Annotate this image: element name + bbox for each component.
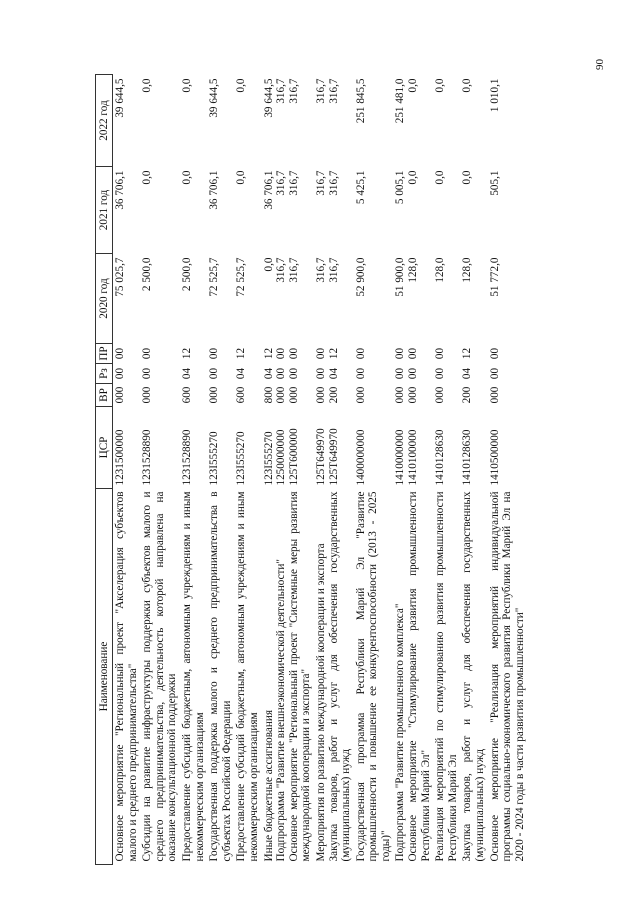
table-row — [460, 75, 487, 865]
budget-table — [95, 74, 527, 865]
table-row — [488, 75, 528, 865]
row-rz: 04 — [461, 367, 474, 380]
table-row — [140, 75, 180, 865]
row-pr: 12 — [180, 347, 193, 360]
row-2021: 316,7 316,7 — [314, 170, 340, 196]
table-row — [354, 75, 394, 865]
row-2022: 0,0 — [180, 78, 193, 93]
row-2022: 316,7 316,7 — [314, 78, 340, 104]
table-row — [113, 75, 141, 865]
row-vr: 000 — [114, 386, 126, 404]
header-2021: 2021 год — [96, 167, 113, 254]
row-2021: 0,0 — [141, 170, 154, 185]
row-2020: 2 500,0 — [180, 257, 193, 292]
row-name: Реализация мероприятий по стимулированию развития промышленности Республики Марий Эл — [434, 491, 459, 862]
row-2020: 51 772,0 — [488, 257, 501, 297]
table-row — [393, 75, 433, 865]
row-2021: 0,0 — [434, 170, 447, 185]
row-csr: 1231500000 — [114, 429, 126, 486]
row-rz: 00 — [114, 367, 126, 380]
row-rz: 04 00 00 — [262, 367, 300, 380]
header-pr: ПР — [96, 344, 113, 364]
header-rz: Рз — [96, 364, 113, 384]
row-2022: 39 644,5 — [114, 78, 126, 118]
row-2020: 75 025,7 — [114, 257, 126, 297]
rotated-table-container — [95, 75, 615, 865]
row-2021: 5 425,1 — [354, 170, 367, 205]
row-pr: 00 12 — [314, 347, 340, 360]
row-csr: 1410128630 — [434, 429, 447, 486]
row-name: Государственная программа Республики Марий Эл "Развитие промышленности и повышение ее конкурентоспособности (2013 - 2025 годы)" — [354, 491, 392, 862]
row-rz: 04 — [235, 367, 248, 380]
row-2020: 51 900,0 128,0 — [394, 257, 420, 297]
row-2022: 0,0 — [461, 78, 474, 93]
row-name: Закупка товаров, работ и услуг для обеспечения государственных (муниципальных) нужд — [461, 491, 487, 862]
row-vr: 000 200 — [314, 386, 340, 404]
row-2022: 251 845,5 — [354, 78, 367, 124]
row-pr: 00 — [114, 347, 126, 360]
row-name: Предоставление субсидий бюджетным, автономным учреждениям и иным некоммерческим организациям — [180, 491, 206, 862]
row-2020: 2 500,0 — [141, 257, 154, 292]
row-2022: 0,0 — [141, 78, 154, 93]
header-vr: ВР — [96, 384, 113, 407]
row-csr: 1400000000 — [354, 429, 367, 486]
table-body — [113, 75, 528, 865]
row-2022: 1 010,1 — [488, 78, 501, 113]
table-row — [180, 75, 207, 865]
row-csr: 123I555270 — [235, 431, 248, 486]
row-rz: 00 — [354, 367, 367, 380]
row-vr: 000 — [141, 386, 154, 404]
row-name: Субсидии на развитие инфраструктуры поддержки субъектов малого и среднего предпринимательства, деятельность которой направлена на оказание консультационной поддержки — [141, 491, 179, 862]
header-name: Наименование — [96, 489, 113, 865]
table-row — [433, 75, 460, 865]
row-2022: 39 644,5 — [208, 78, 221, 118]
row-2021: 0,0 — [180, 170, 193, 185]
row-vr: 800 000 000 — [262, 386, 300, 404]
row-2020: 72 525,7 — [235, 257, 248, 297]
row-vr: 000 — [208, 386, 221, 404]
row-rz: 00 — [208, 367, 221, 380]
table-row — [262, 75, 314, 865]
row-pr: 00 — [434, 347, 447, 360]
row-2020: 128,0 — [434, 257, 447, 283]
row-rz: 04 — [180, 367, 193, 380]
row-2021: 0,0 — [235, 170, 248, 185]
row-2020: 0,0 316,7 316,7 — [262, 257, 300, 283]
row-pr: 12 00 00 — [262, 347, 300, 360]
row-vr: 000 — [354, 386, 367, 404]
row-pr: 00 — [141, 347, 154, 360]
row-csr: 1231528890 — [180, 429, 193, 486]
row-pr: 00 — [488, 347, 501, 360]
table-row — [207, 75, 234, 865]
row-vr: 000 000 — [394, 386, 420, 404]
row-name: Иные бюджетные ассигнования Подпрограмма "Развитие внешнеэкономической деятельности" Основное мероприятие "Региональный проект "Системные меры развития международной кооперации и экспорта" — [262, 491, 313, 862]
row-2020: 72 525,7 — [208, 257, 221, 297]
row-rz: 00 — [141, 367, 154, 380]
row-name: Основное мероприятие "Региональный проект "Акселерация субъектов малого и среднего предпринимательства" — [114, 491, 139, 862]
row-2022: 0,0 — [235, 78, 248, 93]
header-2022: 2022 год — [96, 75, 113, 167]
row-csr: 1231528890 — [141, 429, 154, 486]
header-2020: 2020 год — [96, 254, 113, 344]
table-row — [314, 75, 354, 865]
row-2021: 36 706,1 316,7 316,7 — [262, 170, 300, 210]
row-rz: 00 00 — [394, 367, 420, 380]
row-csr: 1410000000 1410100000 — [394, 429, 420, 486]
row-vr: 200 — [461, 386, 474, 404]
table-header-row — [96, 75, 113, 865]
row-pr: 12 — [235, 347, 248, 360]
row-csr: 1410128630 — [461, 429, 474, 486]
row-name: Государственная поддержка малого и среднего предпринимательства в субъектах Российской Федерации — [208, 491, 233, 862]
page-number: 90 — [594, 59, 606, 70]
row-2020: 128,0 — [461, 257, 474, 283]
row-csr: 125T649970 125T649970 — [314, 428, 340, 486]
row-2021: 36 706,1 — [208, 170, 221, 210]
row-name: Мероприятия по развитию международной кооперации и экспорта Закупка товаров, работ и услуг для обеспечения государственных (муниципальных) нужд — [314, 491, 353, 862]
row-vr: 600 — [180, 386, 193, 404]
row-csr: 123I555270 1250000000 125T600000 — [262, 428, 300, 486]
row-2021: 5 005,1 0,0 — [394, 170, 420, 205]
row-2020: 316,7 316,7 — [314, 257, 340, 283]
row-2021: 36 706,1 — [114, 170, 126, 210]
row-name: Основное мероприятие "Реализация мероприятий индивидуальной программы социально-экономического развития Республики Марий Эл на 2020 - 2024 годы в части развития промышленности" — [488, 491, 526, 862]
row-vr: 000 — [434, 386, 447, 404]
row-2020: 52 900,0 — [354, 257, 367, 297]
row-2022: 251 481,0 0,0 — [394, 78, 420, 124]
row-rz: 00 04 — [314, 367, 340, 380]
header-csr: ЦСР — [96, 407, 113, 489]
row-2021: 0,0 — [461, 170, 474, 185]
row-2021: 505,1 — [488, 170, 501, 196]
row-pr: 12 — [461, 347, 474, 360]
row-vr: 000 — [488, 386, 501, 404]
row-vr: 600 — [235, 386, 248, 404]
table-row — [234, 75, 261, 865]
row-pr: 00 — [354, 347, 367, 360]
row-name: Подпрограмма "Развитие промышленного комплекса" Основное мероприятие "Стимулирование развития промышленности Республики Марий Эл" — [394, 491, 432, 862]
row-2022: 39 644,5 316,7 316,7 — [262, 78, 300, 118]
row-2022: 0,0 — [434, 78, 447, 93]
row-rz: 00 — [488, 367, 501, 380]
row-name: Предоставление субсидий бюджетным, автономным учреждениям и иным некоммерческим организациям — [235, 491, 260, 862]
row-pr: 00 — [208, 347, 221, 360]
row-rz: 00 — [434, 367, 447, 380]
row-csr: 123I555270 — [208, 431, 221, 486]
row-pr: 00 00 — [394, 347, 420, 360]
row-csr: 1410500000 — [488, 429, 501, 486]
